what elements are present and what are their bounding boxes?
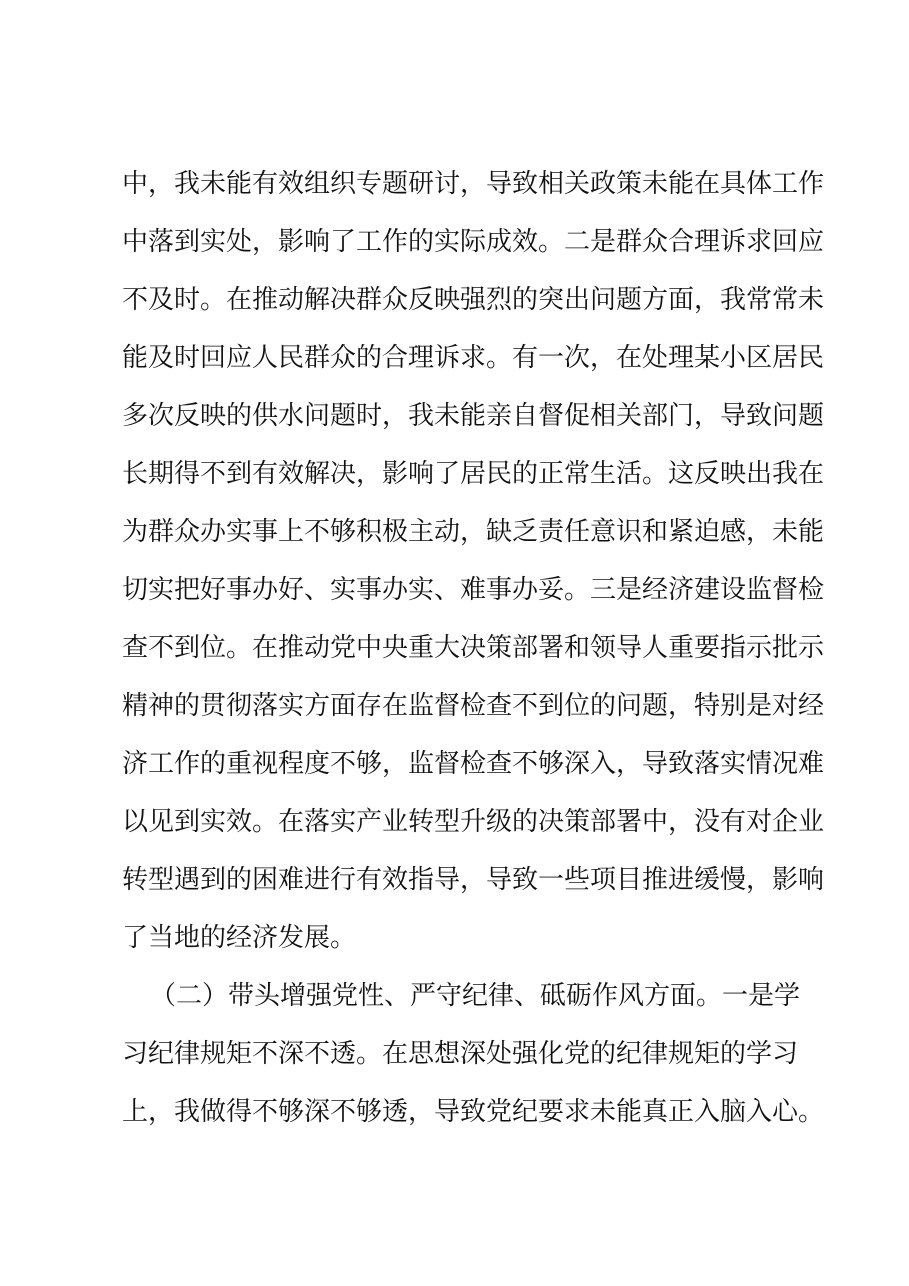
text-line: 能及时回应人民群众的合理诉求。有一次，在处理某小区居民 bbox=[122, 343, 825, 373]
text-line: 为群众办实事上不够积极主动，缺乏责任意识和紧迫感，未能 bbox=[122, 517, 825, 547]
text-line: 长期得不到有效解决，影响了居民的正常生活。这反映出我在 bbox=[122, 459, 825, 489]
text-line: 精神的贯彻落实方面存在监督检查不到位的问题，特别是对经 bbox=[122, 691, 825, 721]
text-line: 中，我未能有效组织专题研讨，导致相关政策未能在具体工作 bbox=[122, 169, 825, 199]
text-line: 济工作的重视程度不够，监督检查不够深入，导致落实情况难 bbox=[122, 749, 825, 779]
text-line: 中落到实处，影响了工作的实际成效。二是群众合理诉求回应 bbox=[122, 227, 825, 257]
section-heading-line: （二）带头增强党性、严守纪律、砥砺作风方面。一是学 bbox=[150, 981, 801, 1011]
text-line: 不及时。在推动解决群众反映强烈的突出问题方面，我常常未 bbox=[122, 285, 825, 315]
text-line: 习纪律规矩不深不透。在思想深处强化党的纪律规矩的学习 bbox=[122, 1039, 799, 1069]
text-line: 以见到实效。在落实产业转型升级的决策部署中，没有对企业 bbox=[122, 807, 825, 837]
text-line: 切实把好事办好、实事办实、难事办妥。三是经济建设监督检 bbox=[122, 575, 825, 605]
text-line: 查不到位。在推动党中央重大决策部署和领导人重要指示批示 bbox=[122, 633, 825, 663]
text-line: 多次反映的供水问题时，我未能亲自督促相关部门，导致问题 bbox=[122, 401, 825, 431]
text-line: 了当地的经济发展。 bbox=[122, 923, 357, 953]
text-line: 转型遇到的困难进行有效指导，导致一些项目推进缓慢，影响 bbox=[122, 865, 825, 895]
text-line: 上，我做得不够深不够透，导致党纪要求未能真正入脑入心。 bbox=[122, 1097, 825, 1127]
